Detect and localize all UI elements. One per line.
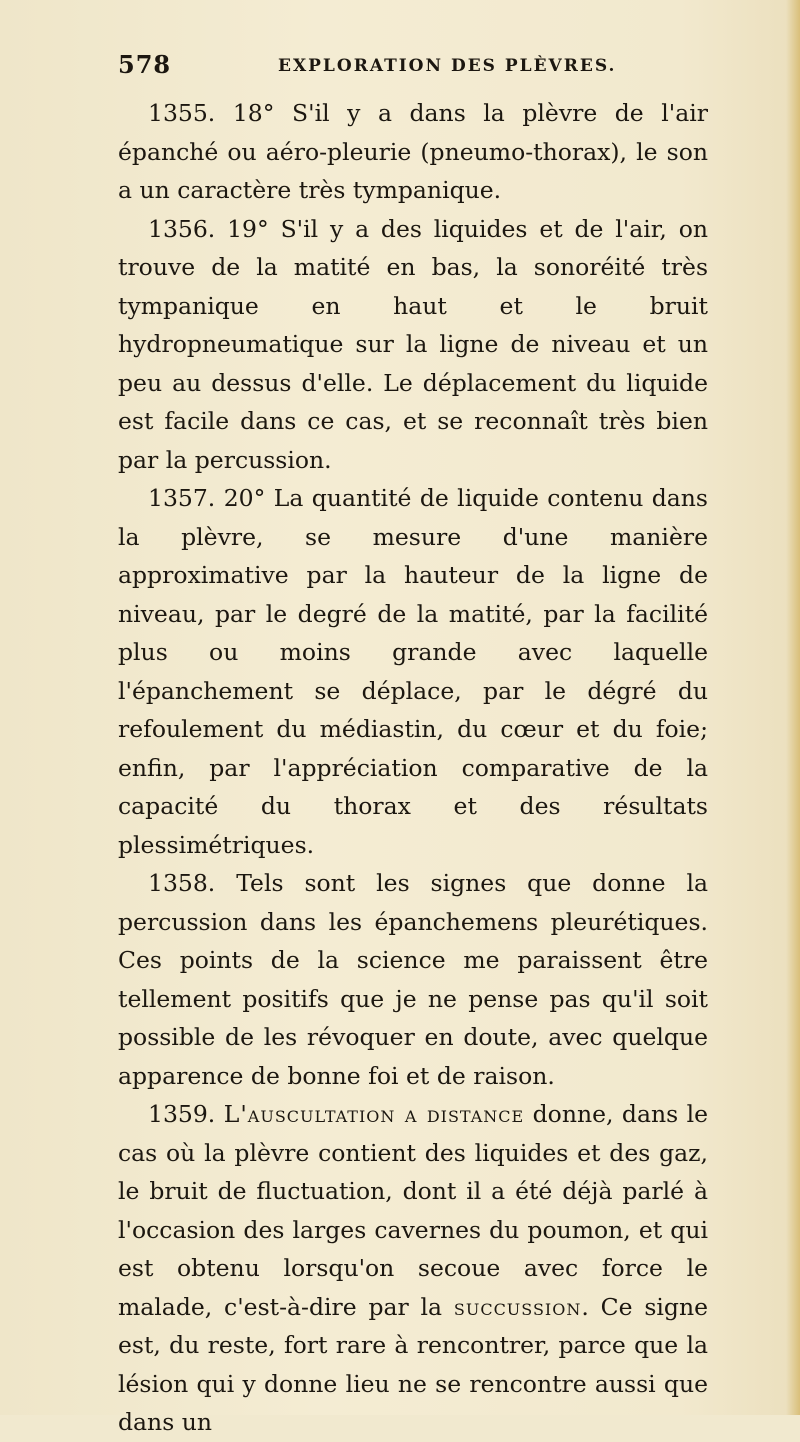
- paragraph-text-continued: . Ce signe est, du reste, fort rare à rencontrer, parce que la lésion qui y donne lieu ne se rencontre aussi que dans un: [118, 1292, 708, 1436]
- paragraph-number: 1358.: [148, 869, 216, 897]
- inline-term: succussion: [453, 1292, 582, 1321]
- paragraph-number: 1359.: [148, 1100, 216, 1128]
- paragraph-text: 20° La quantité de liquide contenu dans la plèvre, se mesure d'une manière approximative par la hauteur de la ligne de niveau, par le degré de la matité, par la facilité plus ou moins grande avec laquelle l'épanchement se déplace, par le dégré du refoulement du médiastin, du cœur et du foie; enfin, par l'appréciation comparative de la capacité du thorax et des résultats plessimétriques.: [118, 484, 708, 859]
- paragraph-text: Tels sont les signes que donne la percussion dans les épanchemens pleurétiques. Ces points de la science me paraissent être tellement positifs que je ne pense pas qu'il soit possible de les révoquer en doute, avec quelque apparence de bonne foi et de raison.: [118, 869, 708, 1090]
- paragraph-1356: [118, 210, 708, 480]
- paragraph-text: donne, dans le cas où la plèvre contient des liquides et des gaz, le bruit de fluctuation, dont il a été déjà parlé à l'occasion des larges cavernes du poumon, et qui est obtenu lorsqu'on secoue avec force le malade, c'est-à-dire par la: [118, 1100, 708, 1321]
- paragraph-1357: [118, 479, 708, 864]
- section-term: L'auscultation a distance: [223, 1100, 525, 1128]
- page-number: 578: [118, 50, 172, 79]
- paragraph-1355: [118, 94, 708, 210]
- page-header: [118, 50, 718, 90]
- paragraph-1358: [118, 864, 708, 1095]
- paragraph-number: 1355.: [148, 99, 216, 127]
- paragraph-text: 18° S'il y a dans la plèvre de l'air épanché ou aéro-pleurie (pneumo-thorax), le son a un caractère très tympanique.: [118, 99, 708, 204]
- paragraph-number: 1356.: [148, 214, 216, 243]
- paragraph-text: 19° S'il y a des liquides et de l'air, on trouve de la matité en bas, la sonoréité très tympanique en haut et le bruit hydropneumatique sur la ligne de niveau et un peu au dessus d'elle. Le déplacement du liquide est facile dans ce cas, et se reconnaît très bien par la percussion.: [118, 214, 708, 474]
- body-text: [118, 94, 708, 1442]
- running-head: EXPLORATION DES PLÈVRES.: [278, 56, 617, 76]
- paragraph-1359: [118, 1095, 708, 1442]
- page-edge: [786, 0, 800, 1415]
- paragraph-number: 1357.: [148, 484, 216, 512]
